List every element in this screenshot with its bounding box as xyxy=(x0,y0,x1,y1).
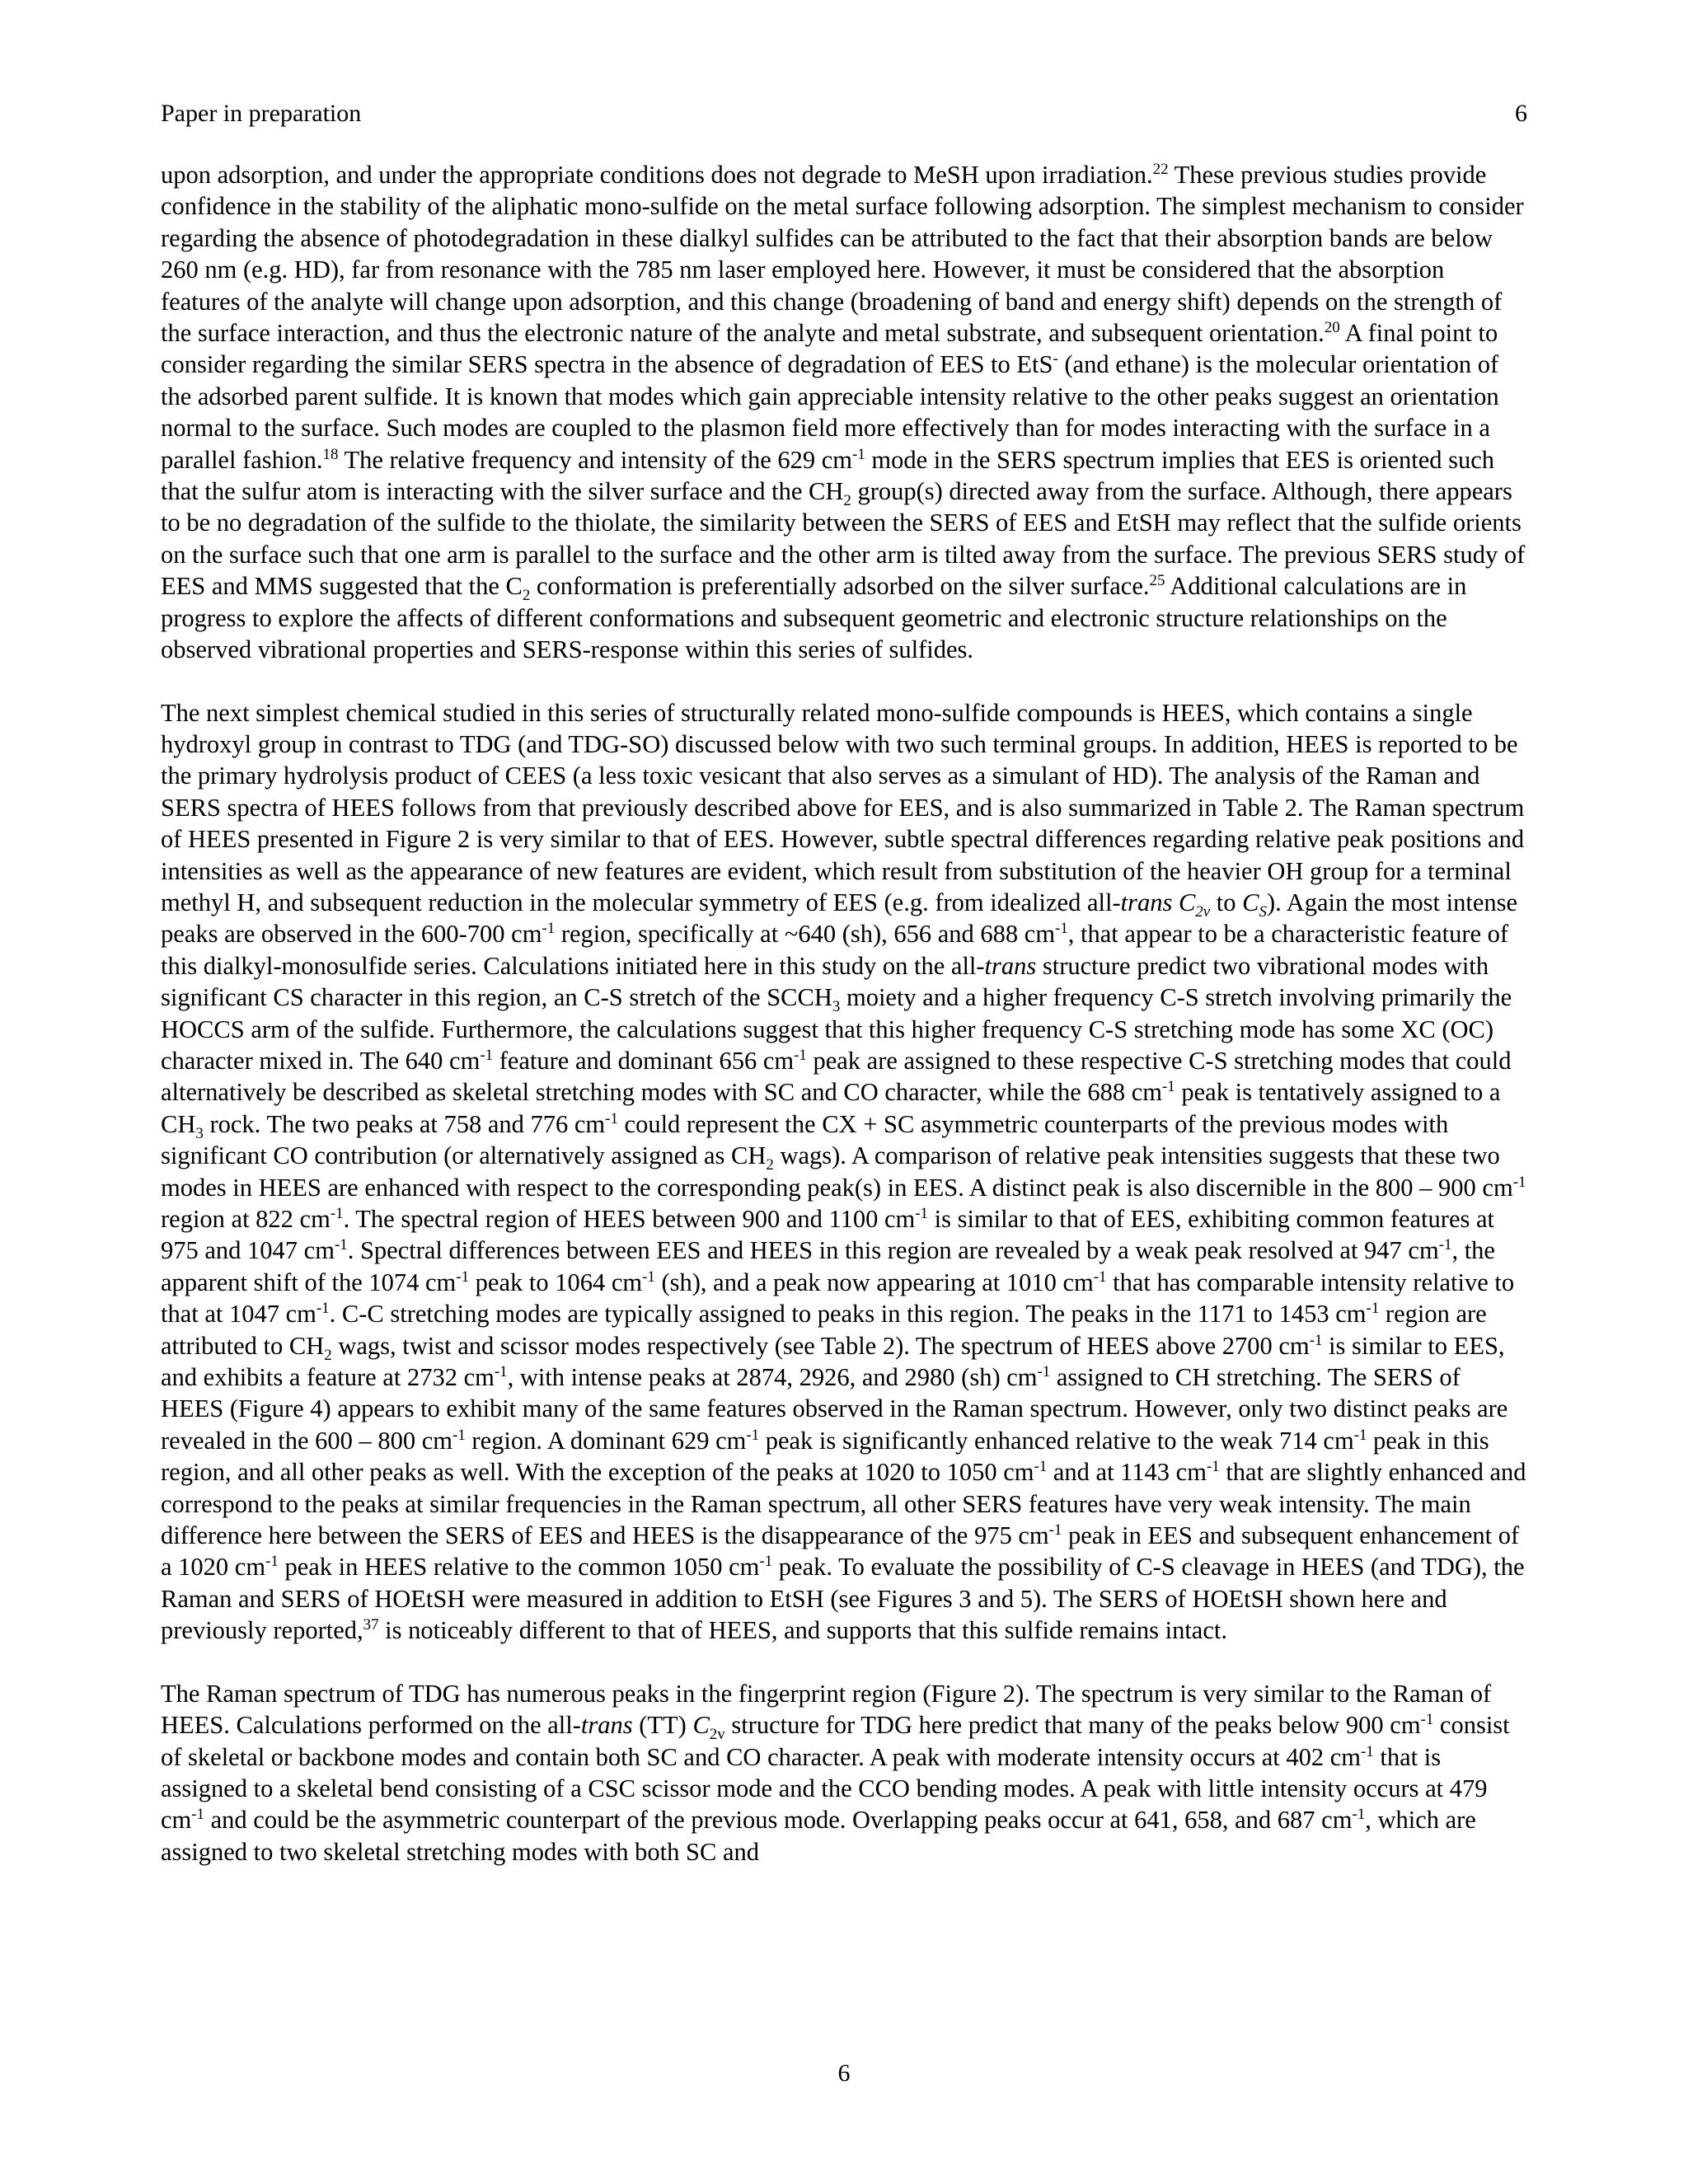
text-segment: is similar to EES, and exhibits a feature at 2732 cm xyxy=(161,1331,1505,1392)
text-segment: 2 xyxy=(324,1346,332,1364)
text-segment: -1 xyxy=(1162,1078,1175,1096)
text-segment: region, specifically at ~640 (sh), 656 and 688 cm xyxy=(555,920,1056,949)
text-segment: -1 xyxy=(642,1268,655,1286)
text-segment: -1 xyxy=(605,1109,618,1127)
text-segment: 2 xyxy=(766,1156,774,1174)
footer-page-number: 6 xyxy=(837,2060,851,2087)
text-segment: wags, twist and scissor modes respectively (see Table 2). The spectrum of HEES above 2700 cm xyxy=(331,1331,1310,1360)
text-segment: -1 xyxy=(794,1046,807,1064)
text-segment: -1 xyxy=(1034,1458,1048,1476)
text-segment: , which are assigned to two skeletal stretching modes with both SC and xyxy=(161,1806,1476,1866)
text-segment: . Spectral differences between EES and HEES in this region are revealed by a weak peak resolved at 947 cm xyxy=(347,1236,1439,1265)
text-segment: The Raman spectrum of TDG has numerous peaks in the fingerprint region (Figure 2). The spectrum is very similar to the Raman of HEES. Calculations performed on the all- xyxy=(161,1679,1492,1740)
text-segment: -1 xyxy=(1309,1331,1323,1349)
text-segment: -1 xyxy=(1438,1236,1452,1254)
text-segment: moiety and a higher frequency C-S stretch involving primarily the HOCCS arm of the sulfide. Furthermore, the calculations suggest that this higher frequency C-S stretching mode has some XC (OC) character mixed in. The 640 cm xyxy=(161,983,1512,1075)
text-segment: Additional calculations are in progress to explore the affects of different conformations and subsequent geometric and electronic structure relationships on the observed vibrational properties and SERS-response within this series of sulfides. xyxy=(161,572,1467,664)
text-segment: 25 xyxy=(1149,572,1165,590)
text-segment: -1 xyxy=(759,1553,773,1571)
text-segment: trans C xyxy=(1120,888,1196,916)
text-segment: trans xyxy=(984,951,1037,980)
text-segment: -1 xyxy=(915,1204,929,1222)
text-segment: rock. The two peaks at 758 and 776 cm xyxy=(203,1109,606,1138)
text-segment: , that appear to be a characteristic feature of this dialkyl-monosulfide series. Calculations initiated here in this study on the all- xyxy=(161,920,1509,980)
text-segment: (sh), and a peak now appearing at 1010 cm xyxy=(654,1268,1094,1296)
text-segment: -1 xyxy=(1048,1521,1062,1539)
text-segment: trans xyxy=(580,1711,633,1740)
text-segment: 22 xyxy=(1152,160,1169,178)
text-segment: 37 xyxy=(363,1616,379,1634)
text-segment: that are slightly enhanced and correspond to the peaks at similar frequencies in the Raman spectrum, all other SERS features have very weak intensity. The main difference here between the SERS of EES and HEES is the disappearance of the 975 cm xyxy=(161,1458,1526,1550)
text-segment: structure for TDG here predict that many of the peaks below 900 cm xyxy=(724,1711,1421,1740)
text-segment: , the apparent shift of the 1074 cm xyxy=(161,1236,1495,1296)
text-segment: -1 xyxy=(852,445,865,463)
text-segment: mode in the SERS spectrum implies that EES is oriented such that the sulfur atom is interacting with the silver surface and the CH xyxy=(161,445,1495,506)
text-segment: -1 xyxy=(542,920,556,938)
text-segment: 18 xyxy=(322,445,339,463)
text-segment: that is assigned to a skeletal bend consisting of a CSC scissor mode and the CCO bending modes. A peak with little intensity occurs at 479 cm xyxy=(161,1742,1488,1835)
text-segment: assigned to CH stretching. The SERS of HEES (Figure 4) appears to exhibit many of the same features observed in the Raman spectrum. However, only two distinct peaks are revealed in the 600 – 800 cm xyxy=(161,1363,1508,1455)
text-segment: peak is significantly enhanced relative to the weak 714 cm xyxy=(759,1426,1354,1455)
text-segment: -1 xyxy=(191,1806,205,1824)
text-segment: feature and dominant 656 cm xyxy=(493,1046,795,1075)
text-segment: . The spectral region of HEES between 900 and 1100 cm xyxy=(343,1205,916,1233)
text-segment: 2v xyxy=(709,1726,725,1744)
text-segment: peak in EES and subsequent enhancement of a 1020 cm xyxy=(161,1521,1520,1582)
text-segment: region. A dominant 629 cm xyxy=(465,1426,747,1455)
text-segment: C xyxy=(692,1711,710,1740)
text-segment: peak are assigned to these respective C-S stretching modes that could alternatively be described as skeletal stretching modes with SC and CO character, while the 688 cm xyxy=(161,1046,1512,1107)
text-segment: -1 xyxy=(480,1046,494,1064)
text-segment: could represent the CX + SC asymmetric counterparts of the previous modes with significant CO contribution (or alternatively assigned as CH xyxy=(161,1109,1449,1170)
text-segment: -1 xyxy=(456,1268,470,1286)
text-segment: -1 xyxy=(1093,1268,1107,1286)
text-segment: The next simplest chemical studied in this series of structurally related mono-sulfide compounds is HEES, which contains a single hydroxyl group in contrast to TDG (and TDG-SO) discussed below with two such terminal groups. In addition, HEES is reported to be the primary hydrolysis product of CEES (a less toxic vesicant that also serves as a simulant of HD). The analysis of the Raman and SERS spectra of HEES follows from that previously described above for EES, and is also summarized in Table 2. The Raman spectrum of HEES presented in Figure 2 is very similar to that of EES. However, subtle spectral differences regarding relative peak positions and intensities as well as the appearance of new features are evident, which result from substitution of the heavier OH group for a terminal methyl H, and subsequent reduction in the molecular symmetry of EES (e.g. from idealized all- xyxy=(161,698,1525,916)
text-segment: conformation is preferentially adsorbed on the silver surface. xyxy=(530,572,1150,601)
paragraph-2 xyxy=(161,697,1527,1647)
text-segment: , with intense peaks at 2874, 2926, and 2980 (sh) cm xyxy=(507,1363,1038,1392)
text-segment: ). Again the most intense peaks are observed in the 600-700 cm xyxy=(161,888,1518,949)
text-segment: S xyxy=(1259,903,1267,921)
text-segment: These previous studies provide confidence in the stability of the aliphatic mono-sulfide on the metal surface following adsorption. The simplest mechanism to consider regarding the absence of photodegradation in these dialkyl sulfides can be attributed to the fact that their absorption bands are below 260 nm (e.g. HD), far from resonance with the 785 nm laser employed here. However, it must be considered that the absorption features of the analyte will change upon adsorption, and this change (broadening of band and energy shift) depends on the strength of the surface interaction, and thus the electronic nature of the analyte and metal substrate, and subsequent orientation. xyxy=(161,161,1524,348)
text-segment: 2 xyxy=(522,587,531,605)
text-segment: and could be the asymmetric counterpart of the previous mode. Overlapping peaks occur at 641, 658, and 687 cm xyxy=(204,1806,1353,1835)
text-segment: 3 xyxy=(195,1124,204,1142)
text-segment: is similar to that of EES, exhibiting common features at 975 and 1047 cm xyxy=(161,1205,1494,1265)
text-segment: -1 xyxy=(316,1300,330,1318)
text-segment: region are attributed to CH xyxy=(161,1300,1487,1360)
text-segment: group(s) directed away from the surface. Although, there appears to be no degradation of the sulfide to the thiolate, the similarity between the SERS of EES and EtSH may reflect that the sulfide orients on the surface such that one arm is parallel to the surface and the other arm is tilted away from the surface. The previous SERS study of EES and MMS suggested that the C xyxy=(161,477,1526,601)
text-segment: -1 xyxy=(1512,1173,1526,1191)
text-segment: . C-C stretching modes are typically assigned to peaks in this region. The peaks in the 1171 to 1453 cm xyxy=(329,1300,1367,1329)
text-segment: and at 1143 cm xyxy=(1047,1458,1207,1487)
text-segment: that has comparable intensity relative to that at 1047 cm xyxy=(161,1268,1515,1329)
text-segment: peak in HEES relative to the common 1050 cm xyxy=(278,1553,760,1582)
text-segment: consist of skeletal or backbone modes and contain both SC and CO character. A peak with moderate intensity occurs at 402 cm xyxy=(161,1711,1510,1771)
text-segment: -1 xyxy=(334,1236,348,1254)
text-segment: is noticeably different to that of HEES, and supports that this sulfide remains intact. xyxy=(378,1616,1227,1645)
text-segment: -1 xyxy=(452,1426,466,1444)
paragraph-1 xyxy=(161,159,1527,666)
text-segment: peak is tentatively assigned to a CH xyxy=(161,1078,1501,1138)
running-title: Paper in preparation xyxy=(161,100,362,127)
text-segment: peak to 1064 cm xyxy=(469,1268,643,1296)
text-segment: C xyxy=(1242,888,1259,916)
text-segment: -1 xyxy=(1206,1458,1220,1476)
paragraph-3 xyxy=(161,1678,1527,1868)
text-segment: wags). A comparison of relative peak intensities suggests that these two modes in HEES are enhanced with respect to the corresponding peak(s) in EES. A distinct peak is also discernible in the 800 – 900 cm xyxy=(161,1141,1513,1202)
text-segment: to xyxy=(1210,888,1243,916)
text-segment: peak. To evaluate the possibility of C-S cleavage in HEES (and TDG), the Raman and SERS of HOEtSH were measured in addition to EtSH (see Figures 3 and 5). The SERS of HOEtSH shown here and previously reported, xyxy=(161,1553,1525,1645)
text-segment: region at 822 cm xyxy=(161,1205,331,1233)
text-segment: upon adsorption, and under the appropriate conditions does not degrade to MeSH upon irradiation. xyxy=(161,161,1153,189)
text-segment: -1 xyxy=(1420,1710,1434,1728)
text-segment: -1 xyxy=(265,1553,279,1571)
text-segment: peak in this region, and all other peaks as well. With the exception of the peaks at 1020 to 1050 cm xyxy=(161,1426,1489,1487)
text-segment: 20 xyxy=(1324,318,1340,336)
header-page-number: 6 xyxy=(1515,100,1527,127)
text-segment: -1 xyxy=(1352,1806,1366,1824)
text-segment: structure predict two vibrational modes with significant CS character in this region, an C-S stretch of the SCCH xyxy=(161,951,1489,1012)
text-segment: The relative frequency and intensity of the 629 cm xyxy=(338,445,853,474)
text-segment: -1 xyxy=(1055,920,1068,938)
text-segment: -1 xyxy=(494,1362,508,1380)
text-segment: 3 xyxy=(832,998,841,1016)
text-segment: -1 xyxy=(1366,1300,1380,1318)
text-segment: -1 xyxy=(746,1426,760,1444)
text-segment: -1 xyxy=(1360,1742,1374,1760)
text-segment: (and ethane) is the molecular orientation of the adsorbed parent sulfide. It is known that modes which gain appreciable intensity relative to the other peaks suggest an orientation normal to the surface. Such modes are coupled to the plasmon field more effectively than for modes interacting with the surface in a parallel fashion. xyxy=(161,350,1499,474)
text-segment: -1 xyxy=(330,1204,344,1222)
text-segment: 2v xyxy=(1195,903,1211,921)
text-segment: (TT) xyxy=(632,1711,693,1740)
body-text xyxy=(161,159,1527,1899)
text-segment: -1 xyxy=(1353,1426,1367,1444)
text-segment: - xyxy=(1053,350,1058,368)
text-segment: A final point to consider regarding the similar SERS spectra in the absence of degradation of EES to EtS xyxy=(161,319,1498,379)
text-segment: -1 xyxy=(1037,1362,1051,1380)
text-segment: 2 xyxy=(843,492,851,510)
